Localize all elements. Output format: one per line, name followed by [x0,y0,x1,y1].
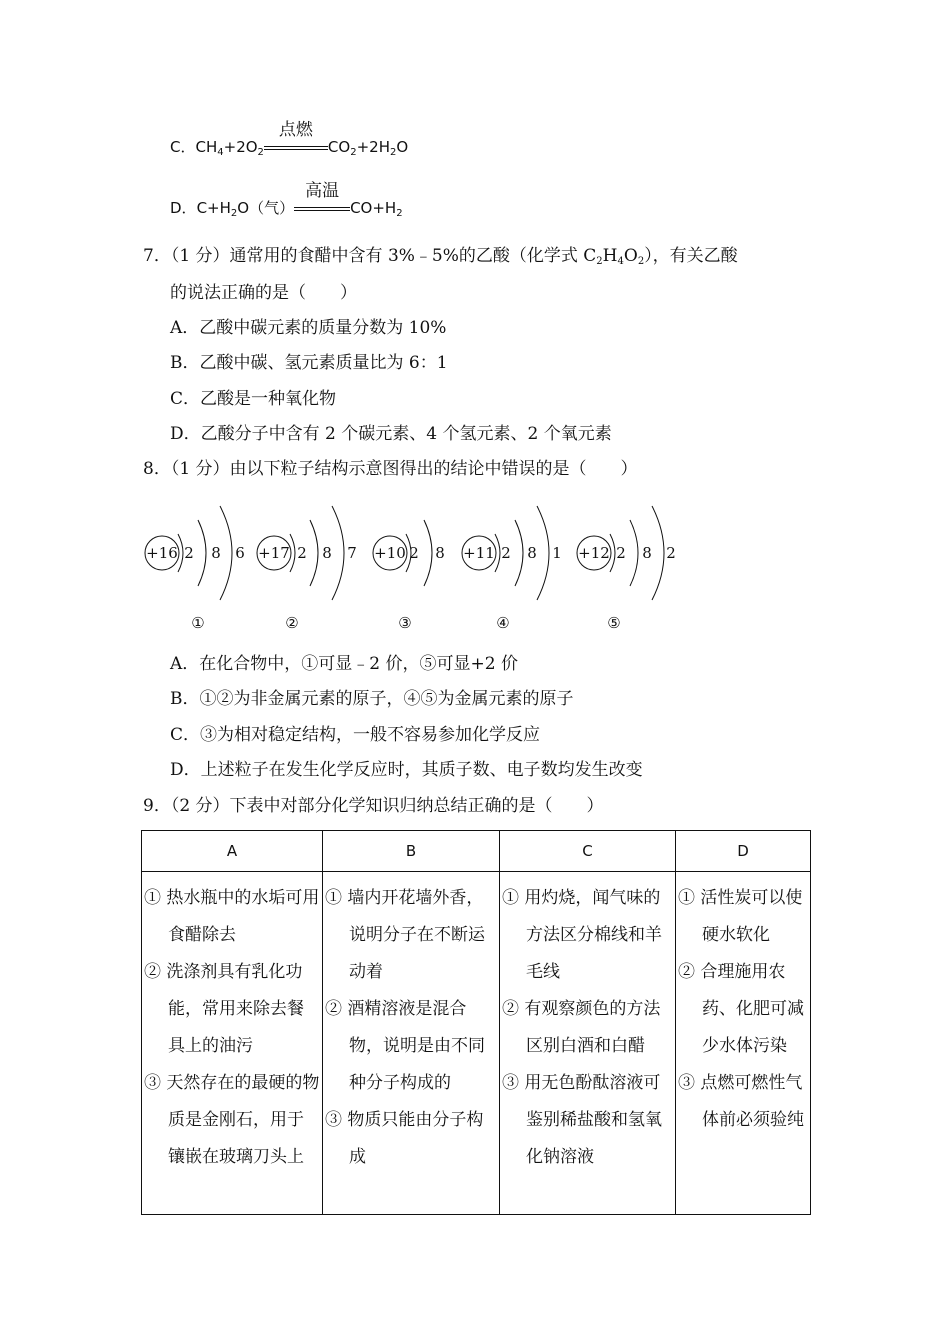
shell-electrons: 2 [297,544,307,562]
shell-electrons: 8 [322,544,332,562]
cell-item: ① 用灼烧，闻气味的方法区分棉线和羊毛线 [502,888,662,982]
shell-electrons: 8 [642,544,652,562]
atom-diagram-3 [373,520,445,632]
q7-option-a: A．乙酸中碳元素的质量分数为 10% [170,318,447,338]
knowledge-table [141,830,811,1215]
subscript: 2 [257,147,264,158]
table-cell-b [323,872,500,1215]
shell-electrons: 2 [184,544,194,562]
shell-electrons: 2 [501,544,511,562]
subscript: 2 [596,256,603,267]
atomic-structure-diagrams [140,492,700,642]
shell-electrons: 7 [347,544,357,562]
cell-item: ③ 物质只能由分子构成 [325,1110,484,1167]
q8-option-a: A．在化合物中，①可显﹣2 价，⑤可显+2 价 [170,654,518,674]
atom-diagram-1 [145,506,245,632]
table-header-row [142,831,811,872]
atom-diagram-4 [462,506,562,632]
q7-option-d: D．乙酸分子中含有 2 个碳元素、4 个氢元素、2 个氧元素 [170,424,612,444]
q7-text: 7．（1 分）通常用的食醋中含有 3%﹣5%的乙酸（化学式 C [143,246,597,266]
reaction-condition: 点燃 [278,120,313,140]
table-row [142,872,811,1215]
shell-electrons: 2 [616,544,626,562]
cell-item: ① 墙内开花墙外香，说明分子在不断运动着 [325,888,485,982]
q8-option-c: C．③为相对稳定结构，一般不容易参加化学反应 [170,725,541,745]
nucleus-charge: +11 [463,544,495,562]
subscript: 2 [389,147,397,158]
atom-mark: ① [191,614,205,632]
cell-item: ① 活性炭可以使硬水软化 [678,888,803,945]
shell-electrons: 8 [435,544,445,562]
cell-item: ③ 点燃可燃性气体前必须验纯 [678,1073,804,1130]
subscript: 4 [217,147,224,158]
q7-stem-line2: 的说法正确的是（ ） [170,283,357,303]
table-header: B [323,831,500,872]
atom-diagram-5 [577,506,676,632]
nucleus-charge: +12 [578,544,610,562]
formula-part: H [602,246,618,266]
reaction-arrow [294,181,350,216]
double-line [264,146,328,150]
atom-mark: ③ [398,614,412,632]
option-label: D． [170,199,197,217]
formula-part: O [623,246,638,266]
double-line [294,207,350,211]
atom-mark: ② [285,614,299,632]
cell-item: ② 合理施用农药、化肥可减少水体污染 [678,962,804,1056]
atom-diagram-2 [257,506,357,632]
q7-stem-line1 [143,248,738,267]
formula-part: C+H [196,199,231,217]
formula-part: CH [195,138,218,156]
subscript: 4 [617,256,624,267]
cell-item: ② 酒精溶液是混合物，说明是由不同种分子构成的 [325,999,485,1093]
atom-mark: ⑤ [607,614,621,632]
shell-electrons: 8 [211,544,221,562]
cell-item: ③ 用无色酚酞溶液可鉴别稀盐酸和氢氧化钠溶液 [502,1073,662,1167]
subscript: 2 [230,208,238,219]
table-cell-a [142,872,323,1215]
q7-option-c: C．乙酸是一种氧化物 [170,389,337,409]
subscript: 2 [396,208,403,219]
formula-part: +2H [356,138,390,156]
atom-mark: ④ [496,614,510,632]
formula-part: +2O [223,138,258,156]
reaction-condition: 高温 [305,181,340,201]
table-header: C [500,831,676,872]
formula-part: CO+H [350,199,397,217]
q7-text: ），有关乙酸 [644,246,738,266]
formula-part: O（气） [237,199,295,217]
option-label: C． [170,138,196,156]
q8-option-d: D．上述粒子在发生化学反应时，其质子数、电子数均发生改变 [170,760,643,780]
q8-stem: 8．（1 分）由以下粒子结构示意图得出的结论中错误的是（ ） [143,459,638,479]
cell-item: ③ 天然存在的最硬的物质是金刚石，用于镶嵌在玻璃刀头上 [144,1073,320,1167]
q7-option-b: B．乙酸中碳、氢元素质量比为 6：1 [170,353,448,373]
q8-option-b: B．①②为非金属元素的原子，④⑤为金属元素的原子 [170,689,574,709]
cell-item: ② 洗涤剂具有乳化功能，常用来除去餐具上的油污 [144,962,304,1056]
nucleus-charge: +17 [258,544,290,562]
q9-stem: 9．（2 分）下表中对部分化学知识归纳总结正确的是（ ） [143,796,604,816]
shell-electrons: 2 [409,544,419,562]
formula-part: O [396,138,409,156]
cell-item: ② 有观察颜色的方法区别白酒和白醋 [502,999,661,1056]
reaction-arrow [264,120,328,155]
formula-part: CO [327,138,351,156]
subscript: 2 [350,147,357,158]
cell-item: ① 热水瓶中的水垢可用食醋除去 [144,888,320,945]
option-d-equation [170,181,403,219]
option-c-equation [170,120,409,158]
shell-electrons: 2 [666,544,676,562]
table-header: A [142,831,323,872]
nucleus-charge: +10 [374,544,406,562]
table-cell-d [676,872,811,1215]
nucleus-charge: +16 [146,544,178,562]
shell-electrons: 6 [235,544,245,562]
table-header: D [676,831,811,872]
shell-electrons: 8 [527,544,537,562]
table-cell-c [500,872,676,1215]
shell-electrons: 1 [552,544,562,562]
subscript: 2 [637,256,645,267]
